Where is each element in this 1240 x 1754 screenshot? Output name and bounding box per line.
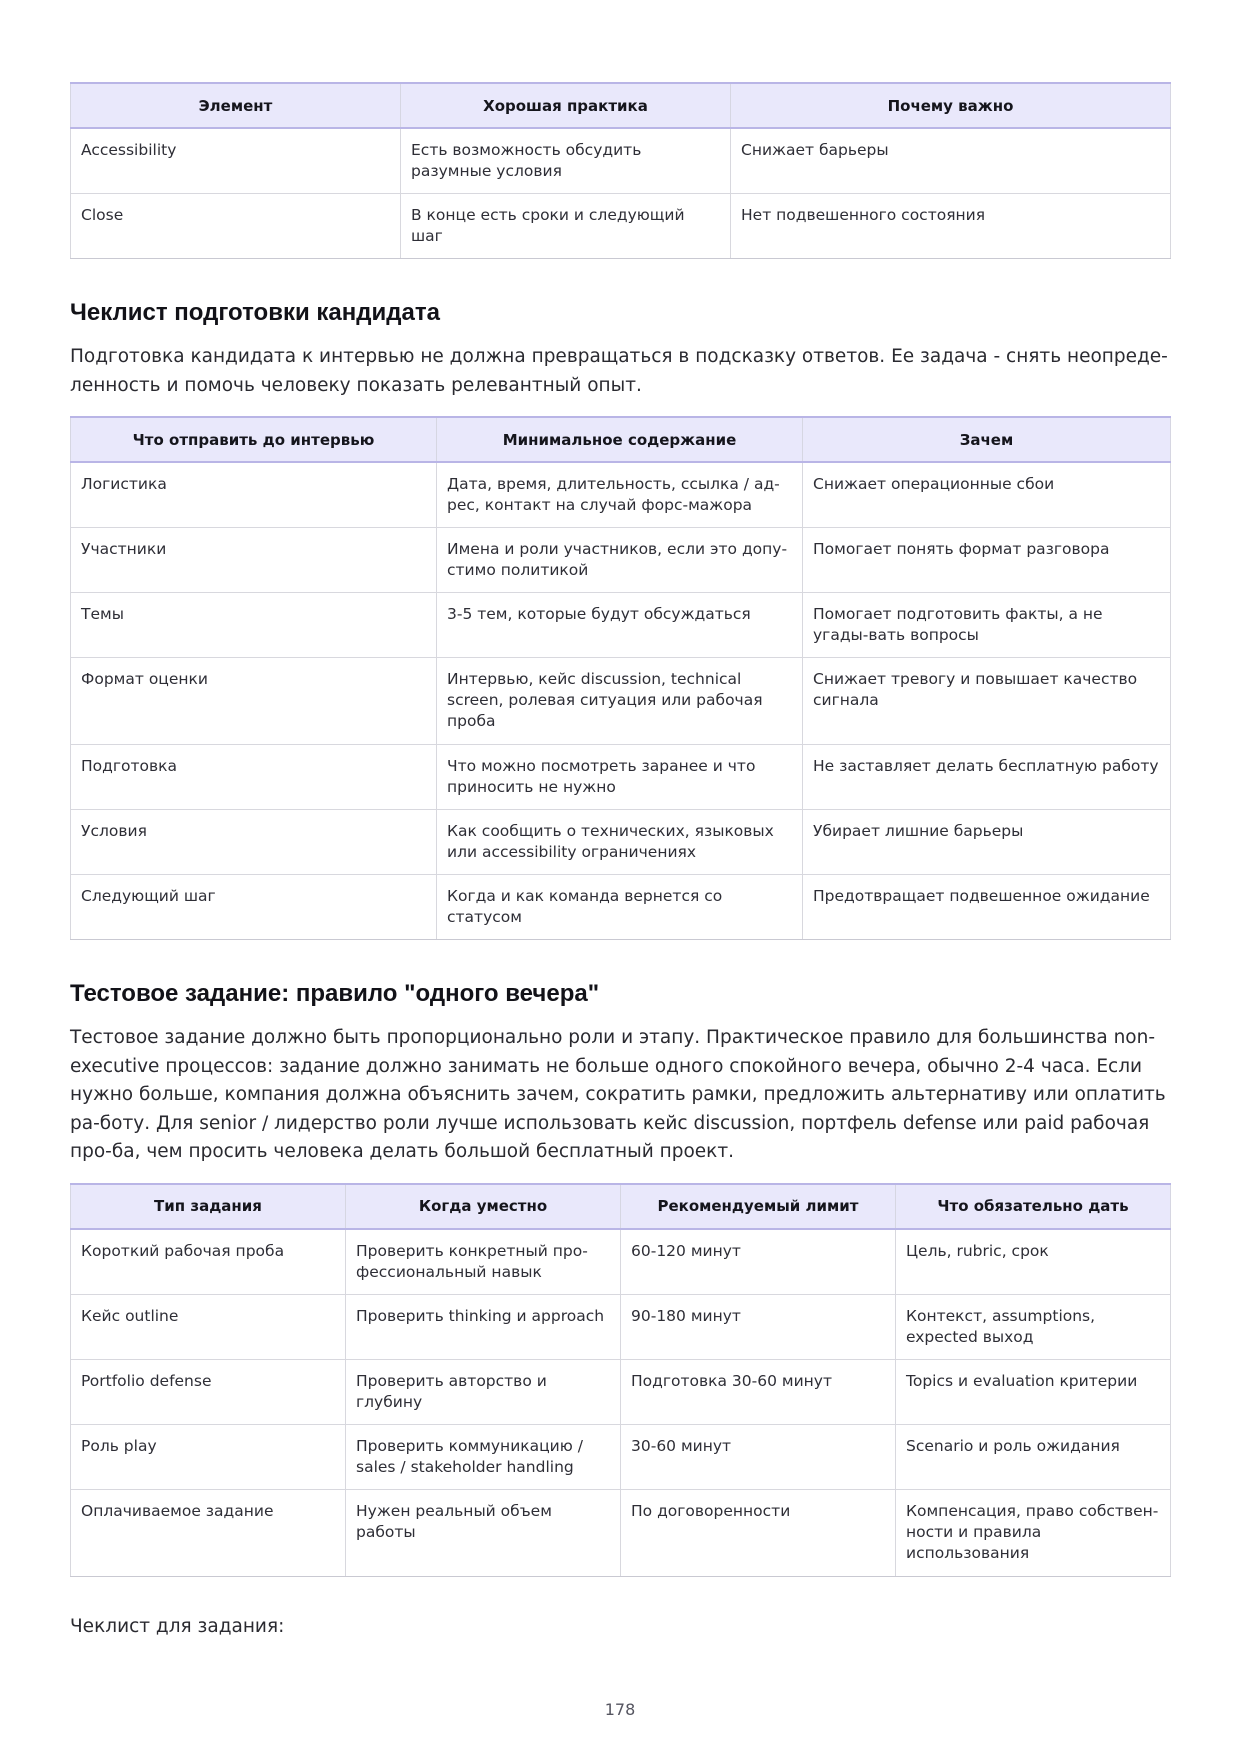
document-page (70, 82, 1170, 1641)
table-cell: Проверить thinking и approach (346, 1294, 621, 1359)
column-header: Когда уместно (346, 1184, 621, 1229)
table-cell: Следующий шаг (71, 875, 437, 940)
table-cell: Снижает барьеры (731, 128, 1171, 194)
table-cell: Оплачиваемое задание (71, 1489, 346, 1576)
table-cell: Имена и роли участников, если это допу-стимо политикой (437, 528, 803, 593)
column-header: Почему важно (731, 83, 1171, 128)
table-cell: Цель, rubric, срок (896, 1229, 1171, 1295)
table-cell: Accessibility (71, 128, 401, 194)
table-cell: Нет подвешенного состояния (731, 194, 1171, 259)
table-cell: Снижает операционные сбои (803, 462, 1171, 528)
table-row (71, 1294, 1171, 1359)
table-cell: Topics и evaluation критерии (896, 1359, 1171, 1424)
table-cell: Scenario и роль ожидания (896, 1424, 1171, 1489)
column-header: Хорошая практика (401, 83, 731, 128)
column-header: Зачем (803, 417, 1171, 462)
table-row (71, 875, 1171, 940)
table-cell: В конце есть сроки и следующий шаг (401, 194, 731, 259)
table-row (71, 745, 1171, 810)
column-header: Минимальное содержание (437, 417, 803, 462)
table-header-row (71, 83, 1171, 128)
table-cell: 90-180 минут (621, 1294, 896, 1359)
table-cell: 30-60 минут (621, 1424, 896, 1489)
table-cell: Темы (71, 593, 437, 658)
table-row (71, 593, 1171, 658)
table-cell: Предотвращает подвешенное ожидание (803, 875, 1171, 940)
table-row (71, 810, 1171, 875)
table-row (71, 194, 1171, 259)
table-cell: По договоренности (621, 1489, 896, 1576)
table-cell: Снижает тревогу и повышает качество сигнала (803, 658, 1171, 745)
table-cell: Проверить коммуникацию / sales / stakeholder handling (346, 1424, 621, 1489)
table-cell: Portfolio defense (71, 1359, 346, 1424)
table-cell: Нужен реальный объем работы (346, 1489, 621, 1576)
table-cell: Участники (71, 528, 437, 593)
table-cell: Подготовка 30-60 минут (621, 1359, 896, 1424)
table-row (71, 528, 1171, 593)
table-cell: Когда и как команда вернется со статусом (437, 875, 803, 940)
table-cell: Убирает лишние барьеры (803, 810, 1171, 875)
table-cell: Короткий рабочая проба (71, 1229, 346, 1295)
table-row (71, 658, 1171, 745)
table-cell: 3-5 тем, которые будут обсуждаться (437, 593, 803, 658)
table-cell: Подготовка (71, 745, 437, 810)
column-header: Что обязательно дать (896, 1184, 1171, 1229)
table-cell: Контекст, assumptions, expected выход (896, 1294, 1171, 1359)
table-cell: Есть возможность обсудить разумные условия (401, 128, 731, 194)
closing-text: Чеклист для задания: (70, 1615, 285, 1637)
column-header: Тип задания (71, 1184, 346, 1229)
section-paragraph: Подготовка кандидата к интервью не должна превращаться в подсказку ответов. Ее задача - снять неопреде-ленность и помочь человеку показать релевантный опыт. (70, 346, 1168, 396)
column-header: Элемент (71, 83, 401, 128)
table-cell: Интервью, кейс discussion, technical screen, ролевая ситуация или рабочая проба (437, 658, 803, 745)
table-cell: Close (71, 194, 401, 259)
section-heading: Тестовое задание: правило "одного вечера" (70, 980, 600, 1007)
table-cell: Роль play (71, 1424, 346, 1489)
column-header: Рекомендуемый лимит (621, 1184, 896, 1229)
test-task-table (70, 1183, 1171, 1577)
table-row (71, 1489, 1171, 1576)
table-cell: Формат оценки (71, 658, 437, 745)
table-cell: Помогает подготовить факты, а не угады-вать вопросы (803, 593, 1171, 658)
table-cell: Дата, время, длительность, ссылка / ад-рес, контакт на случай форс-мажора (437, 462, 803, 528)
section-heading: Чеклист подготовки кандидата (70, 299, 440, 326)
table-cell: Не заставляет делать бесплатную работу (803, 745, 1171, 810)
table-cell: Логистика (71, 462, 437, 528)
table-cell: Компенсация, право собствен-ности и правила использования (896, 1489, 1171, 1576)
page-number: 178 (604, 1700, 636, 1719)
table-row (71, 1424, 1171, 1489)
table-cell: Проверить авторство и глубину (346, 1359, 621, 1424)
practices-table (70, 82, 1171, 259)
table-cell: Проверить конкретный про-фессиональный навык (346, 1229, 621, 1295)
table-cell: Кейс outline (71, 1294, 346, 1359)
table-row (71, 462, 1171, 528)
column-header: Что отправить до интервью (71, 417, 437, 462)
table-header-row (71, 417, 1171, 462)
table-cell: Что можно посмотреть заранее и что приносить не нужно (437, 745, 803, 810)
table-cell: 60-120 минут (621, 1229, 896, 1295)
section-paragraph: Тестовое задание должно быть пропорционально роли и этапу. Практическое правило для большинства non-executive процессов: задание должно занимать не больше одного спокойного вечера, обычно 2-4 часа. Если нужно больше, компания должна объяснить зачем, сократить рамки, предложить альтернативу или оплатить ра-боту. Для senior / лидерство роли лучше использовать кейс discussion, портфель defense или paid рабочая про-ба, чем просить человека делать большой бесплатный проект. (70, 1027, 1166, 1162)
candidate-prep-table (70, 416, 1171, 940)
table-row (71, 1359, 1171, 1424)
table-cell: Как сообщить о технических, языковых или accessibility ограничениях (437, 810, 803, 875)
table-row (71, 1229, 1171, 1295)
table-row (71, 128, 1171, 194)
table-cell: Условия (71, 810, 437, 875)
table-cell: Помогает понять формат разговора (803, 528, 1171, 593)
table-header-row (71, 1184, 1171, 1229)
